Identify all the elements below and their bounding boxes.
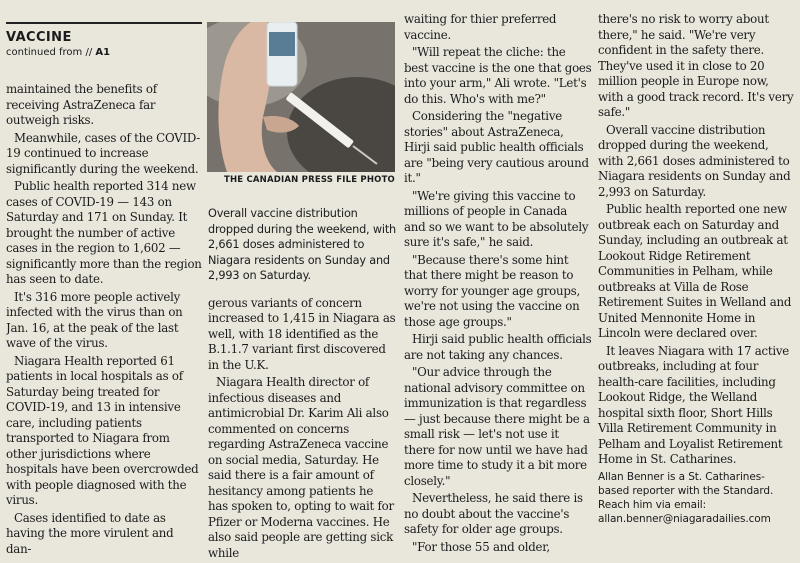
syringe-hand-image xyxy=(207,22,395,172)
paragraph: "For those 55 and older, xyxy=(412,539,550,554)
paragraph: "Because there's some hint that there might be reason to worry for younger age groups, we're not using the vaccine on those age groups." xyxy=(404,252,580,329)
paragraph: "Will repeat the cliche: the best vaccine is the one that goes into your arm," Ali wrote. "Let's do this. Who's with me?" xyxy=(404,45,592,106)
paragraph: Niagara Health reported 61 patients in local hospitals as of Saturday being treated for COVID-19, and 13 in intensive care, including patients transported to Niagara from other jurisdictions where hospitals have been overcrowded with people diagnosed with the virus. xyxy=(6,353,199,507)
paragraph: Considering the "negative stories" about AstraZeneca, Hirji said public health officials are "being very cautious around it." xyxy=(404,109,589,185)
paragraph: "Our advice through the national advisory committee on immunization is that regardless — just because there might be a small risk — let's not use it there for now until we have had more time to study it a bit more closely." xyxy=(404,365,590,488)
paragraph: gerous variants of concern increased to 1,415 in Niagara as well, with 18 identified as the B.1.1.7 variant first discovered in the U.K. xyxy=(208,295,396,372)
column-1 xyxy=(6,0,202,559)
paragraph: there's no risk to worry about there," he said. "We're very confident in the safety there. They've used it in close to 20 million people in Europe now, with a good track record. It's very safe." xyxy=(598,12,794,119)
continued-page: A1 xyxy=(95,47,111,58)
paragraph: It leaves Niagara with 17 active outbreaks, including at four health-care facilities, including Lookout Ridge, the Welland hospital sixth floor, Short Hills Villa Retirement Community in Pelham and Loyalist Retirement Home in St. Catharines. xyxy=(598,343,790,466)
continued-label: continued from // xyxy=(6,47,93,58)
article-header xyxy=(6,22,202,58)
paragraph: maintained the benefits of receiving AstraZeneca far outweigh risks. xyxy=(6,82,157,127)
paragraph: Public health reported 314 new cases of COVID-19 — 143 on Saturday and 171 on Sunday. It brought the number of active cases in the region to 1,602 — significantly more than the region has seen to date. xyxy=(6,179,202,286)
kicker: VACCINE xyxy=(6,30,72,45)
paragraph: waiting for thier preferred vaccine. xyxy=(404,12,557,42)
column-2 xyxy=(208,206,396,563)
vaccine-photo xyxy=(207,22,395,172)
paragraph: Overall vaccine distribution dropped during the weekend, with 2,661 doses administered to Niagara residents on Sunday and 2,993 on Saturday. xyxy=(598,122,791,199)
column-4 xyxy=(598,12,794,536)
photo-credit: THE CANADIAN PRESS FILE PHOTO xyxy=(223,175,395,185)
paragraph: It's 316 more people actively infected with the virus than on Jan. 16, at the peak of the last wave of the virus. xyxy=(6,289,183,350)
paragraph: Public health reported one new outbreak each on Saturday and Sunday, including an outbreak at Lookout Ridge Retirement Communities in Pelham, while outbreaks at Villa de Rose Retirement Suites in Welland and United Mennonite Home in Lincoln were declared over. xyxy=(598,202,792,340)
paragraph: "We're giving this vaccine to millions of people in Canada and so we want to be absolutely sure it's safe," he said. xyxy=(404,188,589,249)
column-3 xyxy=(404,12,592,557)
paragraph: Meanwhile, cases of the COVID-19 continued to increase significantly during the weekend. xyxy=(6,130,201,176)
paragraph: Cases identified to date as having the more virulent and dan- xyxy=(6,510,174,556)
paragraph: Hirji said public health officials are not taking any chances. xyxy=(404,332,592,362)
paragraph: Niagara Health director of infectious diseases and antimicrobial Dr. Karim Ali also commented on concerns regarding AstraZeneca vaccine on social media, Saturday. He said there is a fair amount of hesitancy among patients he has spoken to, opting to wait for Pfizer or Moderna vaccines. He also said people are getting sick while xyxy=(208,375,394,560)
paragraph: Nevertheless, he said there is no doubt about the vaccine's safety for older age groups. xyxy=(404,491,583,536)
continued-from xyxy=(6,47,202,58)
author-bio: Allan Benner is a St. Catharines-based reporter with the Standard. Reach him via email: allan.benner@niagaradailies.com xyxy=(598,470,774,525)
callout-paragraph: Overall vaccine distribution dropped during the weekend, with 2,661 doses administered to Niagara residents on Sunday and 2,993 on Saturday. xyxy=(208,207,396,282)
